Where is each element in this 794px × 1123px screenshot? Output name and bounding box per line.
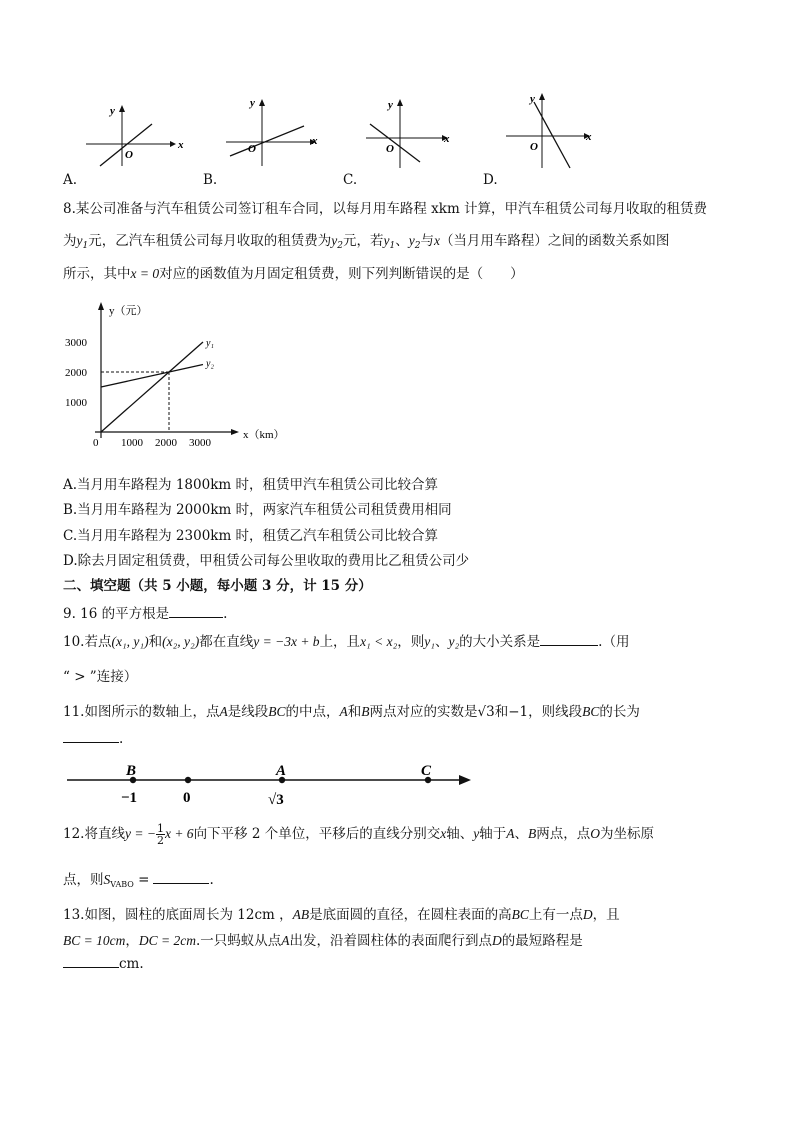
axis-y-label: y	[530, 93, 535, 105]
q11-number-line-svg	[63, 758, 483, 808]
q7-option-a[interactable]: A.	[63, 172, 78, 188]
q13-D2: D	[492, 933, 502, 948]
q8-y1b-sub: 1	[389, 241, 396, 251]
q8-t2e: 与	[420, 233, 434, 249]
q11-BC2: BC	[582, 704, 600, 719]
q8-t2f: （当月用车路程）之间的函数关系如图	[439, 233, 670, 249]
q13-BC: BC	[511, 907, 529, 922]
q13-unit: cm	[119, 956, 140, 972]
y-axis-arrow	[98, 302, 104, 310]
q8-t3a: 所示，其中	[63, 266, 131, 282]
q10-line2: “ > ”连接）	[63, 669, 138, 685]
x-axis-arrow	[231, 429, 239, 435]
q8-y2-sub: 2	[337, 241, 343, 251]
q10-b: 和	[148, 634, 163, 650]
q11-b: 是线段	[227, 704, 269, 720]
q13-l1c: 上有一点	[528, 907, 583, 923]
q10-c: 都在直线	[199, 634, 254, 650]
q13-line1	[63, 903, 620, 923]
q8-option-d[interactable]: D.除去月固定租赁费，甲租赁公司每公里收取的费用比乙租赁公司少	[63, 553, 470, 569]
q10-eq: y = −3x + b	[253, 634, 320, 649]
q8-y2b-sub: 2	[414, 241, 421, 251]
q12-l2b: =	[133, 872, 150, 888]
q12-line2	[63, 868, 214, 889]
q8-y2b: y	[408, 233, 415, 248]
q12-j: 为坐标原	[599, 826, 654, 842]
axis-x-label: x	[586, 131, 592, 143]
q13-l1d: ，且	[592, 907, 620, 923]
label-a: A	[276, 763, 287, 779]
q11-BC: BC	[268, 704, 286, 719]
q9-text	[63, 602, 227, 622]
origin-label: O	[386, 143, 394, 155]
q9-answer-blank[interactable]	[169, 605, 223, 618]
origin-label: O	[125, 149, 133, 161]
q12-line1	[63, 822, 654, 846]
q10-g: 、	[434, 634, 449, 650]
q8-y1-sub: 1	[82, 241, 89, 251]
value-neg1: −1	[121, 790, 138, 806]
q8-text-line2	[63, 229, 669, 251]
q8-y1: y	[76, 233, 83, 248]
q12-f: 、	[514, 826, 528, 842]
axis-y-label: y	[110, 105, 115, 117]
q8-t2d: 、	[395, 233, 409, 249]
x-tick-label: 2000	[155, 437, 177, 449]
axis-y-label: y	[250, 97, 255, 109]
q8-t2b: 元，乙汽车租赁公司每月收取的租赁费为	[88, 233, 332, 249]
x-axis-label: x（km）	[243, 429, 285, 441]
q11-c: 的中点，	[285, 704, 340, 720]
q11-A2: A	[339, 704, 348, 719]
q8-option-a[interactable]: A.当月用车路程为 1800km 时，租赁甲汽车租赁公司比较合算	[63, 477, 438, 493]
series-label-y2: y₂	[206, 358, 214, 370]
q11-a: 11.如图所示的数轴上，点	[63, 704, 220, 720]
q11-d: 和	[347, 704, 362, 720]
q13-l1: 13.如图，圆柱的底面周长为 12cm ，	[63, 907, 293, 923]
q11-B: B	[361, 704, 370, 719]
q12-h: 两点，点	[536, 826, 591, 842]
q9-stem: 9. 16 的平方根是	[63, 606, 170, 622]
q8-y2: y	[331, 233, 338, 248]
q12-answer-blank[interactable]	[153, 871, 209, 884]
x-tick-label: 3000	[189, 437, 211, 449]
axis-x-label: x	[312, 135, 318, 147]
y-tick-label: 3000	[65, 337, 87, 349]
label-b: B	[126, 763, 137, 779]
q12-fraction	[156, 823, 165, 846]
q8-x0: x = 0	[130, 266, 160, 281]
q12-c: 轴、	[446, 826, 474, 842]
value-sqrt3: √3	[268, 792, 284, 808]
q13-l2b: ，	[125, 933, 139, 949]
q7-graph-c-svg	[362, 94, 462, 170]
q10-d: 上，且	[319, 634, 361, 650]
q13-l1b: 是底面圆的直径，在圆柱表面的高	[309, 907, 512, 923]
q8-option-b[interactable]: B.当月用车路程为 2000km 时，两家汽车租赁公司租赁费用相同	[63, 502, 452, 518]
q13-end: .	[139, 956, 144, 972]
q12-S: S	[103, 872, 111, 887]
q11-line1	[63, 700, 640, 720]
q13-AB: AB	[292, 907, 310, 922]
q10-answer-blank[interactable]	[540, 633, 598, 646]
q12-a: 12.将直线	[63, 826, 125, 842]
series-line-y1	[101, 342, 203, 432]
origin-label: 0	[93, 437, 99, 449]
value-0: 0	[183, 790, 191, 806]
q11-end: .	[119, 731, 124, 747]
q12-eq-left: y = −	[124, 826, 156, 841]
q7-graph-b	[222, 92, 322, 170]
q13-A: A	[281, 933, 290, 948]
q8-t2c: 元，若	[342, 233, 384, 249]
q7-graph-b-svg	[222, 92, 322, 170]
q13-l2d: .一只蚂蚁从点	[195, 933, 282, 949]
q11-e: 两点对应的实数是	[369, 704, 478, 720]
q12-e: A	[506, 826, 515, 841]
q12-g: B	[527, 826, 537, 841]
q12-i: O	[590, 826, 600, 841]
section-title: 二、填空题（共 5 小题，每小题 3 分，计 15 分）	[63, 578, 372, 594]
origin-label: O	[530, 141, 538, 153]
q13-l2a: BC = 10cm	[63, 933, 126, 948]
point-0	[185, 777, 191, 783]
q13-line2	[63, 929, 583, 949]
q13-l2e: 出发，沿着圆柱体的表面爬行到点	[289, 933, 493, 949]
q11-f: 和−1，则线段	[494, 704, 583, 720]
q8-option-c[interactable]: C.当月用车路程为 2300km 时，租赁乙汽车租赁公司比较合算	[63, 528, 439, 544]
q10-j: .（用	[598, 634, 630, 650]
q12-den: 2	[156, 834, 164, 847]
label-c: C	[421, 763, 432, 779]
q11-line2	[63, 730, 123, 747]
q13-D: D	[582, 907, 593, 922]
q13-l2c: DC = 2cm	[138, 933, 196, 948]
q8-text-line1: 8.某公司准备与汽车租赁公司签订租车合同，以每月用车路程 xkm 计算，甲汽车租赁公司每月收取的租赁费	[63, 201, 708, 217]
axis-y-label: y	[388, 99, 393, 111]
q7-option-c[interactable]: C.	[343, 172, 358, 188]
x-tick-label: 1000	[121, 437, 143, 449]
q8-y1b: y	[383, 233, 390, 248]
q8-chart-svg	[63, 296, 293, 466]
q12-l2a: 点，则	[63, 872, 104, 888]
q10-line1	[63, 630, 629, 650]
axis-x-label: x	[178, 139, 184, 151]
y-tick-label: 1000	[65, 397, 87, 409]
q8-t2a: 为	[63, 233, 77, 249]
series-line-y2	[101, 365, 203, 388]
q13-line3	[63, 955, 144, 972]
q13-answer-blank[interactable]	[63, 955, 119, 968]
q8-x: x	[433, 233, 440, 248]
axis-x-label: x	[444, 133, 450, 145]
y-tick-label: 2000	[65, 367, 87, 379]
q12-num: 1	[156, 822, 164, 835]
q12-S-sub: VABO	[110, 880, 134, 889]
series-label-y1: y₁	[206, 338, 214, 349]
origin-label: O	[248, 143, 256, 155]
q12-x: x	[440, 826, 447, 841]
q7-graph-c	[362, 94, 462, 170]
q11-g: 的长为	[599, 704, 640, 720]
q10-p1: (x₁, y₁)	[111, 634, 149, 649]
q10-cond: x₁ < x₂	[360, 634, 398, 649]
q13-l2f: 的最短路程是	[501, 933, 583, 949]
q8-t3b: 对应的函数值为月固定租赁费，则下列判断错误的是（ ）	[159, 266, 524, 282]
q7-graph-a	[82, 100, 182, 170]
q12-b: 向下平移 2 个单位，平移后的直线分别交	[193, 826, 441, 842]
q12-y: y	[473, 826, 480, 841]
q10-i: 的大小关系是	[459, 634, 541, 650]
y-axis-label: y（元）	[109, 305, 148, 317]
q12-end: .	[209, 872, 214, 888]
q12-d: 轴于	[479, 826, 507, 842]
q10-h: y₂	[448, 634, 460, 649]
q11-number-line	[63, 758, 483, 808]
q10-e: ，则	[397, 634, 425, 650]
q11-sqrt3: √3	[477, 704, 495, 720]
q7-graph-a-svg	[82, 100, 182, 170]
q10-p2: (x₂, y₂)	[162, 634, 200, 649]
q12-eq-right: x + 6	[164, 826, 194, 841]
q8-text-line3	[63, 262, 524, 282]
q8-chart	[63, 296, 293, 466]
q7-graph-d-svg	[502, 88, 602, 170]
q11-A: A	[219, 704, 228, 719]
q10-a: 10.若点	[63, 634, 112, 650]
q10-f: y₁	[424, 634, 435, 649]
q11-answer-blank[interactable]	[63, 730, 119, 743]
q7-option-d[interactable]: D.	[483, 172, 498, 188]
q9-end: .	[223, 606, 228, 622]
q7-option-b[interactable]: B.	[203, 172, 218, 188]
q7-graph-d	[502, 88, 602, 170]
